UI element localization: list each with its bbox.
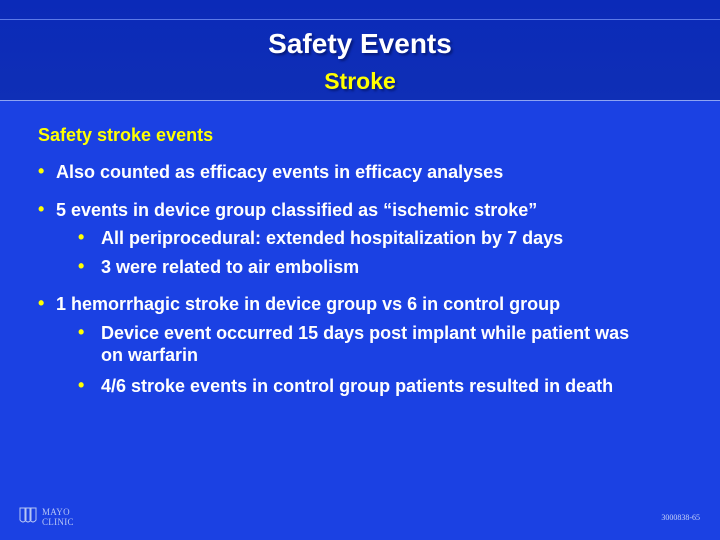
bullet-item — [38, 293, 696, 315]
logo-text: MAYO CLINIC — [42, 507, 74, 527]
bullet-icon: • — [78, 256, 85, 276]
bullet-icon: • — [78, 322, 85, 342]
sub-bullet-item — [78, 227, 691, 249]
mayo-clinic-logo — [18, 506, 98, 528]
bullet-item — [38, 161, 676, 183]
sub-bullet-item — [78, 322, 641, 366]
bullet-item — [38, 199, 676, 221]
slide-title: Safety Events — [268, 28, 452, 59]
bullet-text: 5 events in device group classified as “ischemic stroke” — [56, 200, 538, 220]
bullet-icon: • — [78, 227, 85, 247]
sub-bullet-text: Device event occurred 15 days post implant while patient was on warfarin — [101, 323, 630, 365]
sub-bullet-item — [78, 375, 681, 397]
bullet-icon: • — [38, 293, 45, 313]
sub-bullet-text: 4/6 stroke events in control group patients resulted in death — [101, 376, 614, 396]
bullet-icon: • — [38, 161, 45, 181]
section-heading: Safety stroke events — [38, 125, 214, 145]
mayo-shield-icon — [18, 506, 40, 526]
sub-bullet-text: All periprocedural: extended hospitalization by 7 days — [101, 228, 564, 248]
bullet-icon: • — [38, 199, 45, 219]
slide-id: 3000838-65 — [661, 513, 700, 522]
bullet-icon: • — [78, 375, 85, 395]
slide-subtitle: Stroke — [324, 68, 396, 94]
bullet-text: 1 hemorrhagic stroke in device group vs 6 in control group — [56, 294, 561, 314]
bullet-text: Also counted as efficacy events in efficacy analyses — [56, 162, 504, 182]
sub-bullet-item — [78, 256, 691, 278]
title-banner — [0, 0, 720, 101]
header-rule — [0, 19, 720, 20]
sub-bullet-text: 3 were related to air embolism — [101, 257, 360, 277]
